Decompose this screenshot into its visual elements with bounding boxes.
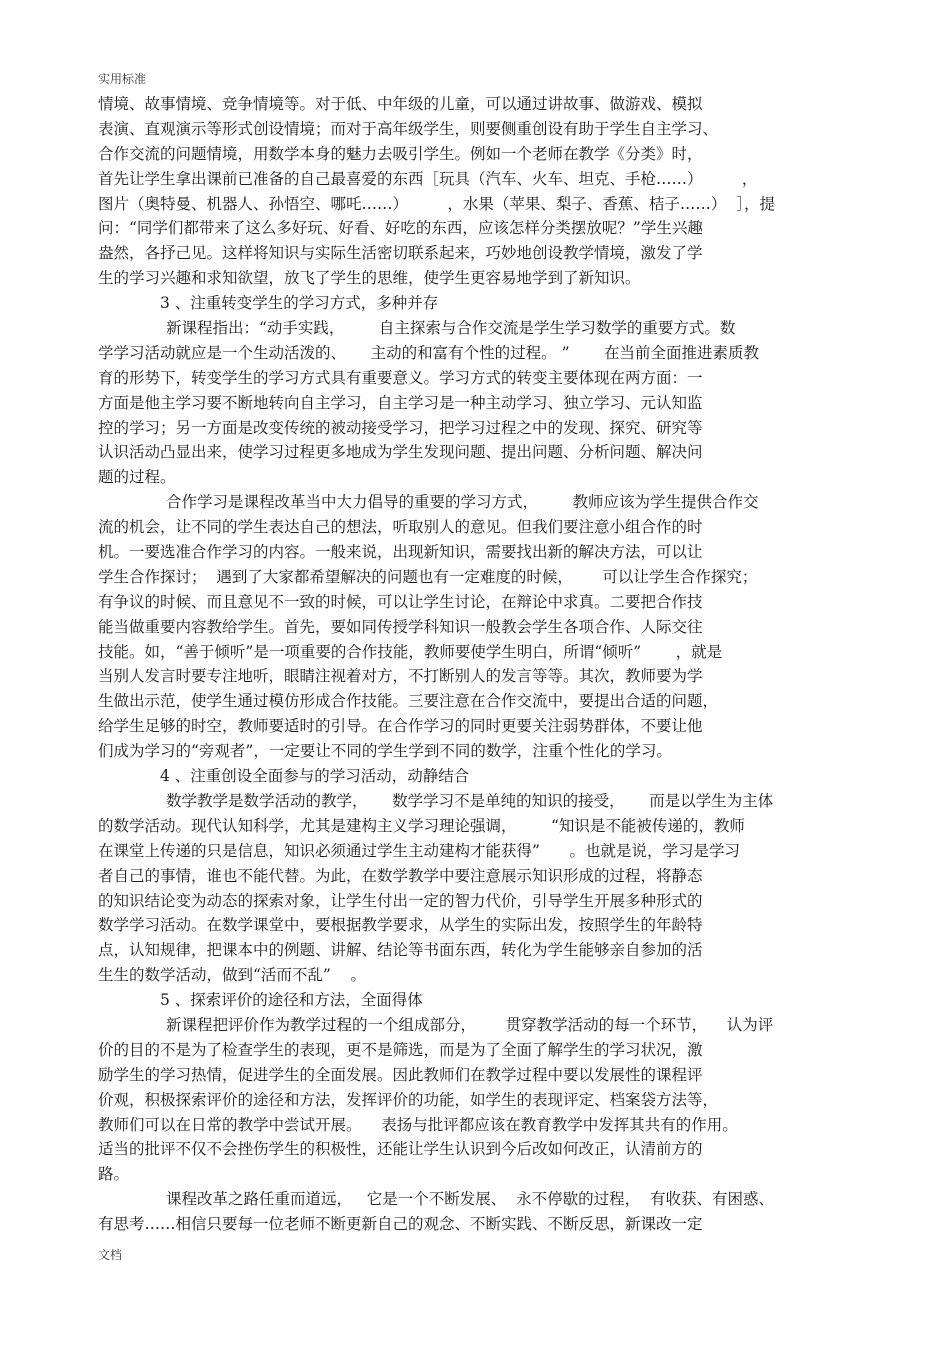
text-line: 生的学习兴趣和求知欲望，放飞了学生的思维，使学生更容易地学到了新知识。 xyxy=(98,269,641,288)
text-line: 数学学习活动。在数学课堂中，要根据教学要求，从学生的实际出发，按照学生的年龄特 xyxy=(98,916,703,935)
text-line: 给学生足够的时空，教师要适时的引导。在合作学习的同时更要关注弱势群体，不要让他 xyxy=(98,717,703,736)
document-body xyxy=(98,92,858,1237)
section-heading-5: 5 、探索评价的途径和方法，全面得体 xyxy=(160,991,423,1010)
text-line: 盎然，各抒己见。这样将知识与实际生活密切联系起来，巧妙地创设教学情境，激发了学 xyxy=(98,244,703,263)
text-line: 有争议的时候、而且意见不一致的时候，可以让学生讨论，在辩论中求真。二要把合作技 xyxy=(98,592,703,611)
text-line: 合作学习是课程改革当中大力倡导的重要的学习方式， 教师应该为学生提供合作交 xyxy=(166,493,759,512)
text-line: 流的机会，让不同的学生表达自己的想法，听取别人的意见。但我们要注意小组合作的时 xyxy=(98,518,703,537)
text-line: 点，认知规律，把课本中的例题、讲解、结论等书面东西，转化为学生能够亲自参加的活 xyxy=(98,941,703,960)
text-line: 学生合作探讨； 遇到了大家都希望解决的问题也有一定难度的时候， 可以让学生合作探究； xyxy=(98,567,758,586)
text-line: 技能。如，“善于倾听”是一项重要的合作技能，教师要使学生明白，所谓“倾听” ，就是 xyxy=(98,642,723,661)
section-heading-4: 4 、注重创设全面参与的学习活动，动静结合 xyxy=(160,767,470,786)
page-header-label: 实用标准 xyxy=(98,72,147,86)
text-line: 方面是他主学习要不断地转向自主学习，自主学习是一种主动学习、独立学习、元认知监 xyxy=(98,393,703,412)
text-line: 认识活动凸显出来，使学习过程更多地成为学生发现问题、提出问题、分析问题、解决问 xyxy=(98,443,703,462)
text-line: 新课程把评价作为教学过程的一个组成部分， 贯穿教学活动的每一个环节， 认为评 xyxy=(166,1015,774,1034)
text-line: 价的目的不是为了检查学生的表现，更不是筛选，而是为了全面了解学生的学习状况，激 xyxy=(98,1040,703,1059)
text-line: 首先让学生拿出课前已准备的自己最喜爱的东西［玩具（汽车、火车、坦克、手枪……） ， xyxy=(98,169,758,188)
text-line: 有思考……相信只要每一位老师不断更新自己的观念、不断实践、不断反思，新课改一定 xyxy=(98,1215,703,1234)
text-line: 者自己的事情，谁也不能代替。为此，在数学教学中要注意展示知识形成的过程，将静态 xyxy=(98,866,703,885)
text-line: 表演、直观演示等形式创设情境；而对于高年级学生，则要侧重创设有助于学生自主学习、 xyxy=(98,119,719,138)
section-heading-3: 3 、注重转变学生的学习方式，多种并存 xyxy=(160,294,439,313)
text-line: 课程改革之路任重而道远， 它是一个不断发展、 永不停歇的过程， 有收获、有困惑、 xyxy=(166,1190,774,1209)
text-line: 价观，积极探索评价的途径和方法，发挥评价的功能，如学生的表现评定、档案袋方法等， xyxy=(98,1090,719,1109)
text-line: 育的形势下，转变学生的学习方式具有重要意义。学习方式的转变主要体现在两方面：一 xyxy=(98,368,703,387)
text-line: 在课堂上传递的只是信息，知识必须通过学生主动建构才能获得” 。也就是说，学习是学习 xyxy=(98,841,740,860)
text-line: 生生的数学活动，做到“活而不乱” 。 xyxy=(98,966,367,985)
text-line: 图片（奥特曼、机器人、孙悟空、哪吒……） ，水果（苹果、梨子、香蕉、桔子……） ］，提 xyxy=(98,194,776,213)
text-line: 控的学习；另一方面是改变传统的被动接受学习，把学习过程之中的发现、探究、研究等 xyxy=(98,418,703,437)
text-line: 们成为学习的“旁观者”，一定要让不同的学生学到不同的数学，注重个性化的学习。 xyxy=(98,742,672,761)
text-line: 生做出示范，使学生通过模仿形成合作技能。三要注意在合作交流中，要提出合适的问题， xyxy=(98,692,719,711)
text-line: 新课程指出：“动手实践， 自主探索与合作交流是学生学习数学的重要方式。数 xyxy=(166,319,736,338)
text-line: 的知识结论变为动态的探索对象，让学生付出一定的智力代价，引导学生开展多种形式的 xyxy=(98,891,703,910)
text-line: 机。一要选准合作学习的内容。一般来说，出现新知识，需要找出新的解决方法，可以让 xyxy=(98,543,703,562)
text-line: 数学教学是数学活动的教学， 数学学习不是单纯的知识的接受， 而是以学生为主体 xyxy=(166,791,774,810)
text-line: 适当的批评不仅不会挫伤学生的积极性，还能让学生认识到今后改如何改正，认清前方的 xyxy=(98,1140,703,1159)
text-line: 题的过程。 xyxy=(98,468,176,487)
text-line: 学学习活动就应是一个生动活泼的、 主动的和富有个性的过程。 ” 在当前全面推进素质教 xyxy=(98,343,759,362)
text-line: 励学生的学习热情，促进学生的全面发展。因此教师们在教学过程中要以发展性的课程评 xyxy=(98,1065,703,1084)
text-line: 能当做重要内容教给学生。首先，要如同传授学科知识一般教会学生各项合作、人际交往 xyxy=(98,617,703,636)
text-line: 路。 xyxy=(98,1165,130,1184)
text-line: 合作交流的问题情境，用数学本身的魅力去吸引学生。例如一个老师在教学《分类》时， xyxy=(98,144,703,163)
text-line: 教师们可以在日常的教学中尝试开展。 表扬与批评都应该在教育教学中发挥其共有的作用。 xyxy=(98,1115,738,1134)
text-line: 情境、故事情境、竞争情境等。对于低、中年级的儿童，可以通过讲故事、做游戏、模拟 xyxy=(98,95,703,113)
text-line: 问：“同学们都带来了这么多好玩、好看、好吃的东西，应该怎样分类摆放呢？”学生兴趣 xyxy=(98,219,703,238)
text-line: 当别人发言时要专注地听，眼睛注视着对方，不打断别人的发言等等。其次，教师要为学 xyxy=(98,667,703,686)
page-footer-label: 文档 xyxy=(98,1248,123,1262)
text-line: 的数学活动。现代认知科学，尤其是建构主义学习理论强调， “知识是不能被传递的，教师 xyxy=(98,816,745,835)
